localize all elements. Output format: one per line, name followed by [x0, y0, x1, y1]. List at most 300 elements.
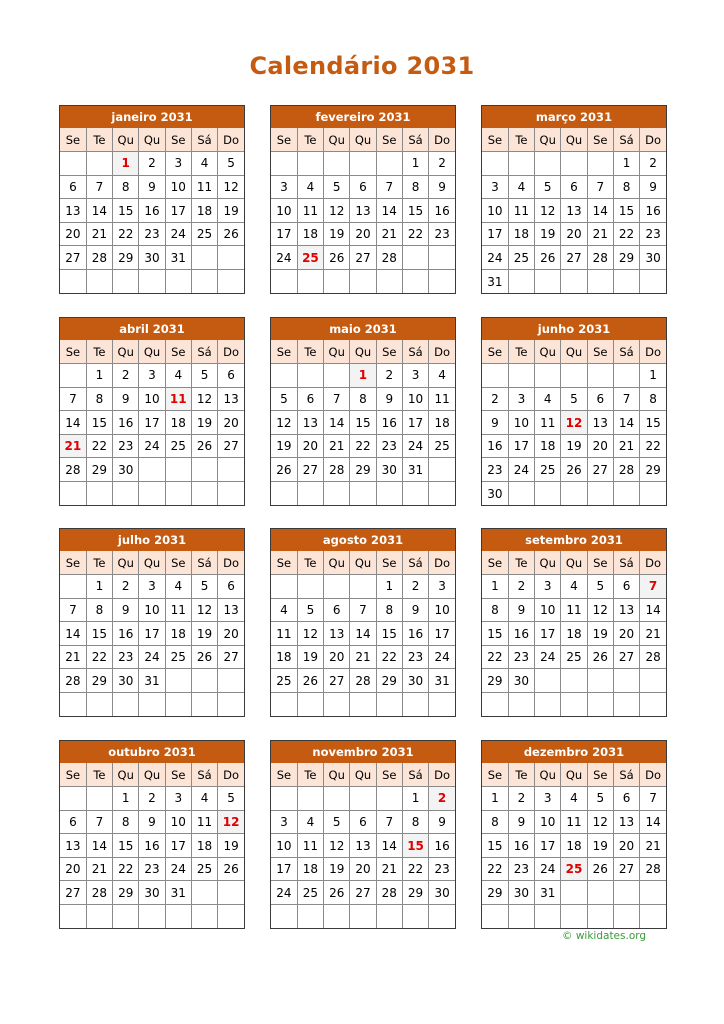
empty-day-cell [508, 693, 534, 717]
day-cell: 27 [60, 881, 86, 905]
day-cell: 26 [297, 669, 323, 693]
weekday-header: Qu [113, 763, 139, 787]
empty-day-cell [324, 575, 350, 599]
day-cell: 30 [482, 482, 508, 506]
empty-day-cell [640, 669, 666, 693]
empty-day-cell [613, 482, 639, 506]
empty-day-cell [271, 575, 297, 599]
empty-day-cell [535, 152, 561, 176]
empty-day-cell [376, 482, 402, 506]
empty-day-cell [139, 693, 165, 717]
weekday-header: Sá [191, 340, 217, 364]
day-cell: 3 [139, 575, 165, 599]
empty-day-cell [376, 693, 402, 717]
weekday-header: Te [297, 128, 323, 152]
day-cell: 27 [350, 881, 376, 905]
day-cell: 23 [429, 222, 455, 246]
day-cell: 12 [271, 411, 297, 435]
weekday-header: Sá [402, 551, 428, 575]
day-cell: 23 [508, 645, 534, 669]
empty-day-cell [218, 881, 244, 905]
day-cell: 16 [402, 622, 428, 646]
empty-day-cell [297, 482, 323, 506]
day-cell: 18 [297, 222, 323, 246]
empty-day-cell [376, 152, 402, 176]
empty-day-cell [402, 905, 428, 929]
day-cell: 12 [324, 199, 350, 223]
day-cell: 26 [191, 645, 217, 669]
weekday-header: Qu [113, 551, 139, 575]
empty-day-cell [60, 482, 86, 506]
day-cell: 2 [139, 152, 165, 176]
day-cell: 4 [535, 387, 561, 411]
weekday-header: Qu [350, 340, 376, 364]
day-cell: 19 [191, 411, 217, 435]
day-cell: 9 [402, 598, 428, 622]
day-cell: 7 [376, 810, 402, 834]
day-cell: 5 [561, 387, 587, 411]
empty-day-cell [508, 482, 534, 506]
day-cell: 23 [482, 458, 508, 482]
weekday-header: Qu [324, 340, 350, 364]
day-cell: 13 [297, 411, 323, 435]
day-cell: 17 [508, 434, 534, 458]
holiday-day-cell: 2 [429, 787, 455, 811]
empty-day-cell [561, 364, 587, 388]
weekday-header: Se [376, 551, 402, 575]
day-cell: 29 [86, 669, 112, 693]
day-cell: 30 [429, 881, 455, 905]
day-cell: 12 [324, 834, 350, 858]
day-cell: 18 [535, 434, 561, 458]
empty-day-cell [535, 270, 561, 294]
day-cell: 9 [376, 387, 402, 411]
month-title: março 2031 [482, 106, 666, 128]
empty-day-cell [613, 881, 639, 905]
day-cell: 22 [402, 857, 428, 881]
weekday-header: Do [640, 128, 666, 152]
day-cell: 3 [271, 810, 297, 834]
day-cell: 16 [482, 434, 508, 458]
month-title: julho 2031 [60, 529, 244, 551]
empty-day-cell [482, 693, 508, 717]
weekday-header: Qu [561, 128, 587, 152]
day-cell: 7 [60, 387, 86, 411]
weekday-header: Qu [113, 340, 139, 364]
empty-day-cell [60, 270, 86, 294]
day-cell: 6 [297, 387, 323, 411]
day-cell: 19 [324, 857, 350, 881]
day-cell: 16 [139, 834, 165, 858]
empty-day-cell [613, 364, 639, 388]
day-cell: 20 [613, 622, 639, 646]
day-cell: 12 [218, 175, 244, 199]
day-cell: 25 [165, 645, 191, 669]
day-cell: 29 [482, 669, 508, 693]
empty-day-cell [429, 270, 455, 294]
day-cell: 24 [139, 434, 165, 458]
empty-day-cell [535, 482, 561, 506]
day-cell: 20 [60, 857, 86, 881]
empty-day-cell [165, 458, 191, 482]
empty-day-cell [482, 905, 508, 929]
day-cell: 14 [376, 834, 402, 858]
weekday-header: Se [60, 551, 86, 575]
empty-day-cell [561, 152, 587, 176]
weekday-header: Te [86, 340, 112, 364]
empty-day-cell [587, 669, 613, 693]
day-cell: 5 [218, 152, 244, 176]
weekday-header: Sá [613, 551, 639, 575]
day-cell: 20 [218, 622, 244, 646]
day-cell: 17 [165, 834, 191, 858]
day-cell: 12 [191, 598, 217, 622]
weekday-header: Te [297, 340, 323, 364]
day-cell: 9 [113, 598, 139, 622]
day-cell: 7 [350, 598, 376, 622]
weekday-header: Se [587, 763, 613, 787]
day-cell: 25 [561, 645, 587, 669]
day-cell: 19 [561, 434, 587, 458]
empty-day-cell [271, 482, 297, 506]
day-cell: 29 [640, 458, 666, 482]
day-cell: 11 [535, 411, 561, 435]
empty-day-cell [165, 693, 191, 717]
month-calendar [481, 317, 667, 506]
day-cell: 5 [297, 598, 323, 622]
day-cell: 11 [297, 834, 323, 858]
empty-day-cell [535, 905, 561, 929]
empty-day-cell [218, 905, 244, 929]
day-cell: 15 [482, 834, 508, 858]
day-cell: 15 [350, 411, 376, 435]
day-cell: 22 [402, 222, 428, 246]
weekday-header: Te [86, 551, 112, 575]
day-cell: 27 [324, 669, 350, 693]
empty-day-cell [86, 152, 112, 176]
day-cell: 25 [165, 434, 191, 458]
empty-day-cell [191, 458, 217, 482]
day-cell: 15 [376, 622, 402, 646]
empty-day-cell [218, 458, 244, 482]
day-cell: 21 [640, 834, 666, 858]
weekday-header: Te [508, 763, 534, 787]
month-calendar [59, 740, 245, 929]
weekday-header: Qu [324, 763, 350, 787]
empty-day-cell [86, 905, 112, 929]
empty-day-cell [139, 905, 165, 929]
weekday-header: Sá [402, 340, 428, 364]
empty-day-cell [218, 270, 244, 294]
empty-day-cell [613, 693, 639, 717]
empty-day-cell [640, 905, 666, 929]
day-cell: 10 [165, 810, 191, 834]
day-cell: 22 [640, 434, 666, 458]
day-cell: 21 [60, 645, 86, 669]
day-cell: 6 [60, 810, 86, 834]
day-cell: 22 [350, 434, 376, 458]
empty-day-cell [587, 482, 613, 506]
empty-day-cell [60, 905, 86, 929]
day-cell: 14 [86, 834, 112, 858]
day-cell: 18 [165, 411, 191, 435]
day-cell: 14 [350, 622, 376, 646]
day-cell: 23 [139, 857, 165, 881]
empty-day-cell [297, 693, 323, 717]
day-cell: 18 [165, 622, 191, 646]
day-cell: 17 [271, 222, 297, 246]
weekday-header: Do [218, 551, 244, 575]
footer-credit[interactable]: © wikidates.org [562, 930, 647, 942]
day-cell: 29 [86, 458, 112, 482]
day-cell: 17 [482, 222, 508, 246]
day-cell: 2 [139, 787, 165, 811]
empty-day-cell [640, 881, 666, 905]
weekday-header: Qu [535, 128, 561, 152]
empty-day-cell [561, 482, 587, 506]
empty-day-cell [429, 482, 455, 506]
month-calendar [270, 105, 456, 294]
day-cell: 3 [139, 364, 165, 388]
day-cell: 31 [535, 881, 561, 905]
day-cell: 5 [191, 575, 217, 599]
empty-day-cell [297, 575, 323, 599]
empty-day-cell [350, 152, 376, 176]
day-cell: 17 [165, 199, 191, 223]
empty-day-cell [86, 270, 112, 294]
day-cell: 18 [429, 411, 455, 435]
day-cell: 1 [402, 152, 428, 176]
day-cell: 8 [482, 810, 508, 834]
day-cell: 28 [350, 669, 376, 693]
day-cell: 30 [508, 669, 534, 693]
empty-day-cell [561, 669, 587, 693]
empty-day-cell [535, 364, 561, 388]
day-cell: 17 [535, 622, 561, 646]
day-cell: 14 [60, 622, 86, 646]
day-cell: 14 [613, 411, 639, 435]
day-cell: 30 [139, 246, 165, 270]
empty-day-cell [587, 270, 613, 294]
empty-day-cell [324, 270, 350, 294]
day-cell: 9 [139, 810, 165, 834]
empty-day-cell [429, 905, 455, 929]
day-cell: 19 [191, 622, 217, 646]
day-cell: 31 [139, 669, 165, 693]
day-cell: 30 [402, 669, 428, 693]
weekday-header: Sá [613, 128, 639, 152]
day-cell: 3 [535, 575, 561, 599]
empty-day-cell [324, 693, 350, 717]
day-cell: 11 [165, 598, 191, 622]
day-cell: 24 [508, 458, 534, 482]
weekday-header: Te [508, 551, 534, 575]
day-cell: 23 [429, 857, 455, 881]
empty-day-cell [218, 246, 244, 270]
month-title: dezembro 2031 [482, 741, 666, 763]
day-cell: 28 [86, 881, 112, 905]
empty-day-cell [402, 482, 428, 506]
day-cell: 8 [613, 175, 639, 199]
weekday-header: Se [60, 340, 86, 364]
empty-day-cell [113, 693, 139, 717]
empty-day-cell [508, 270, 534, 294]
empty-day-cell [402, 270, 428, 294]
empty-day-cell [297, 364, 323, 388]
day-cell: 24 [271, 881, 297, 905]
weekday-header: Se [165, 128, 191, 152]
weekday-header: Qu [350, 551, 376, 575]
empty-day-cell [113, 270, 139, 294]
day-cell: 25 [535, 458, 561, 482]
weekday-header: Qu [561, 340, 587, 364]
day-cell: 19 [218, 834, 244, 858]
day-cell: 31 [165, 881, 191, 905]
empty-day-cell [376, 905, 402, 929]
day-cell: 10 [535, 598, 561, 622]
weekday-header: Qu [535, 551, 561, 575]
weekday-header: Sá [613, 340, 639, 364]
day-cell: 1 [402, 787, 428, 811]
day-cell: 28 [613, 458, 639, 482]
empty-day-cell [324, 364, 350, 388]
day-cell: 30 [139, 881, 165, 905]
day-cell: 5 [324, 810, 350, 834]
empty-day-cell [613, 669, 639, 693]
empty-day-cell [86, 787, 112, 811]
day-cell: 22 [86, 434, 112, 458]
day-cell: 11 [191, 175, 217, 199]
weekday-header: Qu [139, 128, 165, 152]
empty-day-cell [191, 693, 217, 717]
empty-day-cell [350, 787, 376, 811]
day-cell: 29 [402, 881, 428, 905]
day-cell: 28 [60, 669, 86, 693]
day-cell: 20 [613, 834, 639, 858]
day-cell: 13 [218, 598, 244, 622]
empty-day-cell [376, 270, 402, 294]
day-cell: 3 [482, 175, 508, 199]
day-cell: 31 [402, 458, 428, 482]
empty-day-cell [640, 270, 666, 294]
day-cell: 24 [482, 246, 508, 270]
day-cell: 8 [376, 598, 402, 622]
day-cell: 27 [218, 434, 244, 458]
day-cell: 11 [191, 810, 217, 834]
weekday-header: Te [297, 551, 323, 575]
day-cell: 13 [613, 598, 639, 622]
month-title: novembro 2031 [271, 741, 455, 763]
day-cell: 15 [86, 622, 112, 646]
day-cell: 11 [561, 810, 587, 834]
day-cell: 4 [271, 598, 297, 622]
day-cell: 19 [271, 434, 297, 458]
empty-day-cell [297, 787, 323, 811]
day-cell: 7 [324, 387, 350, 411]
day-cell: 24 [271, 246, 297, 270]
day-cell: 26 [324, 246, 350, 270]
month-calendar [59, 528, 245, 717]
weekday-header: Se [60, 763, 86, 787]
day-cell: 4 [508, 175, 534, 199]
day-cell: 7 [613, 387, 639, 411]
day-cell: 26 [218, 222, 244, 246]
empty-day-cell [324, 905, 350, 929]
day-cell: 6 [350, 810, 376, 834]
empty-day-cell [60, 693, 86, 717]
empty-day-cell [165, 270, 191, 294]
empty-day-cell [324, 787, 350, 811]
day-cell: 3 [508, 387, 534, 411]
weekday-header: Se [376, 340, 402, 364]
day-cell: 10 [271, 199, 297, 223]
weekday-header: Qu [561, 551, 587, 575]
day-cell: 27 [60, 246, 86, 270]
weekday-header: Do [429, 128, 455, 152]
empty-day-cell [60, 575, 86, 599]
day-cell: 18 [271, 645, 297, 669]
day-cell: 4 [191, 152, 217, 176]
day-cell: 21 [86, 222, 112, 246]
empty-day-cell [191, 270, 217, 294]
empty-day-cell [297, 905, 323, 929]
day-cell: 13 [324, 622, 350, 646]
weekday-header: Qu [350, 763, 376, 787]
weekday-header: Qu [139, 340, 165, 364]
empty-day-cell [561, 693, 587, 717]
day-cell: 20 [324, 645, 350, 669]
day-cell: 12 [535, 199, 561, 223]
day-cell: 30 [376, 458, 402, 482]
day-cell: 20 [350, 222, 376, 246]
empty-day-cell [218, 693, 244, 717]
weekday-header: Do [218, 763, 244, 787]
day-cell: 6 [350, 175, 376, 199]
empty-day-cell [271, 152, 297, 176]
empty-day-cell [640, 482, 666, 506]
empty-day-cell [113, 905, 139, 929]
weekday-header: Se [587, 128, 613, 152]
day-cell: 1 [482, 787, 508, 811]
day-cell: 13 [587, 411, 613, 435]
day-cell: 26 [587, 645, 613, 669]
day-cell: 25 [271, 669, 297, 693]
empty-day-cell [587, 881, 613, 905]
day-cell: 2 [429, 152, 455, 176]
day-cell: 10 [165, 175, 191, 199]
day-cell: 3 [165, 787, 191, 811]
holiday-day-cell: 12 [218, 810, 244, 834]
empty-day-cell [113, 482, 139, 506]
day-cell: 4 [191, 787, 217, 811]
day-cell: 20 [561, 222, 587, 246]
empty-day-cell [350, 270, 376, 294]
day-cell: 4 [297, 810, 323, 834]
month-calendar [270, 528, 456, 717]
weekday-header: Se [587, 551, 613, 575]
day-cell: 2 [482, 387, 508, 411]
weekday-header: Se [271, 340, 297, 364]
day-cell: 21 [376, 222, 402, 246]
day-cell: 27 [613, 857, 639, 881]
day-cell: 11 [429, 387, 455, 411]
month-calendar [270, 317, 456, 506]
day-cell: 24 [429, 645, 455, 669]
day-cell: 1 [640, 364, 666, 388]
day-cell: 5 [535, 175, 561, 199]
weekday-header: Sá [402, 763, 428, 787]
empty-day-cell [508, 364, 534, 388]
